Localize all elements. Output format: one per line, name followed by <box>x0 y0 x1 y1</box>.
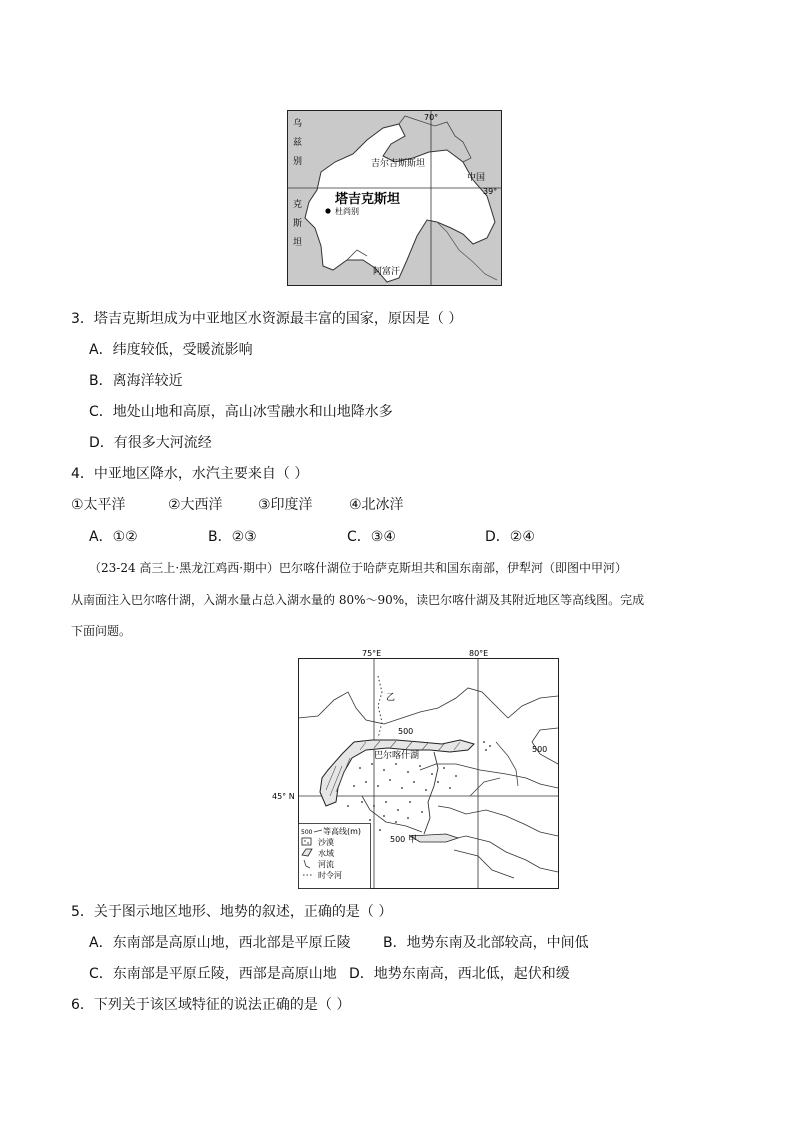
label-jia: 甲 <box>408 835 418 845</box>
label-lon75: 75°E <box>362 649 382 658</box>
label-afghanistan: 阿富汗 <box>373 267 401 277</box>
q4-item-4: ④北冰洋 <box>349 497 404 513</box>
label-lon80: 80°E <box>469 649 489 658</box>
q3-option-a[interactable]: A．纬度较低，受暖流影响 <box>89 342 253 358</box>
q3-option-c[interactable]: C．地处山地和高原，高山冰雪融水和山地降水多 <box>89 404 393 420</box>
q4-item-1: ①太平洋 <box>71 497 126 513</box>
label-uzbek-3: 别 <box>293 157 303 167</box>
label-uzbek-5: 斯 <box>293 219 303 229</box>
q4-item-2: ②大西洋 <box>168 497 223 513</box>
q5-option-b[interactable]: B．地势东南及北部较高，中间低 <box>383 935 589 951</box>
label-kyrgyz: 吉尔吉斯斯坦 <box>371 159 426 169</box>
q3-option-b[interactable]: B．离海洋较近 <box>89 373 183 389</box>
label-uzbek-6: 坦 <box>293 238 303 248</box>
q5-option-a[interactable]: A．东南部是高原山地，西北部是平原丘陵 <box>89 935 351 951</box>
legend-river: 河流 <box>318 860 334 869</box>
question-4-stem: 4．中亚地区降水，水汽主要来自（ ） <box>71 466 309 482</box>
label-china: 中国 <box>467 173 486 183</box>
balkhash-contour-map <box>270 646 560 890</box>
label-tajikistan: 塔吉克斯坦 <box>335 192 401 207</box>
q4-item-3: ③印度洋 <box>258 497 313 513</box>
label-dushanbe: 杜尚别 <box>335 207 359 216</box>
label-lon70: 70° <box>424 113 439 122</box>
label-lat39: 39° <box>483 187 498 196</box>
dushanbe-dot <box>325 208 330 213</box>
intro-line-1: （23-24 高三上·黑龙江鸡西·期中）巴尔喀什湖位于哈萨克斯坦共和国东南部，伊犁河（即图中甲河） <box>89 561 628 575</box>
intro-line-2: 从南面注入巴尔喀什湖，入湖水量占总入湖水量的 80%～90%，读巴尔喀什湖及其附近地区等高线图。完成 <box>71 593 645 607</box>
label-lat45: 45° N <box>272 792 295 801</box>
legend-contour-number: 500 <box>301 829 313 836</box>
legend-water: 水域 <box>318 849 334 858</box>
q4-option-d[interactable]: D．②④ <box>485 529 535 545</box>
question-3-stem: 3．塔吉克斯坦成为中亚地区水资源最丰富的国家，原因是（ ） <box>71 311 463 327</box>
label-contour-500-a: 500 <box>398 727 414 736</box>
question-5-stem: 5．关于图示地区地形、地势的叙述，正确的是（ ） <box>71 904 393 920</box>
legend-contour: 等高线(m) <box>323 827 362 836</box>
tajikistan-map <box>287 110 502 286</box>
label-contour-500-c: 500 <box>390 835 406 844</box>
label-balkhash-lake: 巴尔喀什湖 <box>374 751 420 761</box>
q4-option-c[interactable]: C．③④ <box>347 529 396 545</box>
q5-option-c[interactable]: C．东南部是平原丘陵，西部是高原山地 <box>89 966 337 982</box>
label-uzbek-2: 兹 <box>293 138 303 148</box>
label-uzbek-4: 克 <box>293 200 303 210</box>
legend-seasonal-river: 时令河 <box>318 871 342 880</box>
q5-option-d[interactable]: D．地势东南高，西北低，起伏和缓 <box>349 966 570 982</box>
legend-desert: 沙漠 <box>318 838 334 847</box>
q3-option-d[interactable]: D．有很多大河流经 <box>89 435 212 451</box>
label-uzbek-1: 乌 <box>293 119 303 129</box>
question-6-stem: 6．下列关于该区域特征的说法正确的是（ ） <box>71 997 351 1013</box>
intro-line-3: 下面问题。 <box>71 624 132 638</box>
q4-option-a[interactable]: A．①② <box>89 529 138 545</box>
q4-option-b[interactable]: B．②③ <box>208 529 257 545</box>
label-contour-500-b: 500 <box>532 745 548 754</box>
label-yi: 乙 <box>386 693 396 703</box>
